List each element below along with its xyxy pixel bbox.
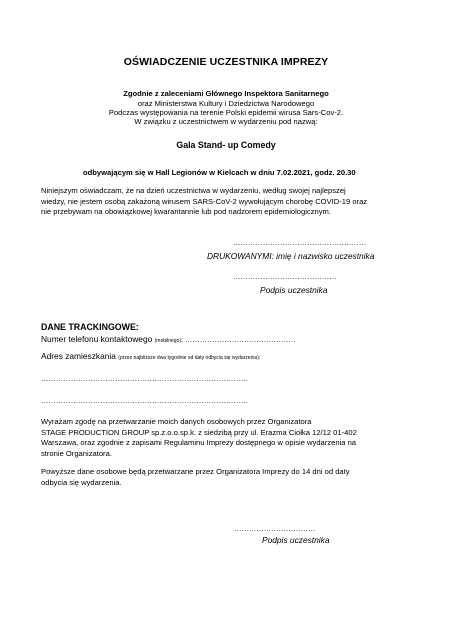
address-input-line-2[interactable]: ………………………………………………………………………… bbox=[41, 396, 249, 405]
declaration-paragraph bbox=[41, 186, 411, 218]
consent-line: stronie Organizatora. bbox=[41, 448, 112, 458]
consent-line: STAGE PRODUCTION GROUP sp.z.o.o.sp.k. z siedzibą przy ul. Erazma Ciołka 12/12 01-402 bbox=[41, 427, 357, 437]
signature-caption: Podpis uczestnika bbox=[260, 285, 328, 295]
header-line-3: Podczas występowania na terenie Polski epidemii wirusa Sars-Cov-2. bbox=[108, 108, 344, 117]
address-field[interactable] bbox=[41, 351, 260, 361]
final-signature-line: …………………………… bbox=[234, 524, 316, 533]
header-line-4: W związku z uczestnictwem w wydarzeniu pod nazwą: bbox=[134, 117, 318, 126]
address-label: Adres zamieszkania bbox=[41, 351, 116, 361]
name-signature-caption: DRUKOWANYMI: imię i nazwisko uczestnika bbox=[207, 251, 375, 261]
header-line-2: oraz Ministerstwa Kultury i Dziedzictwa Narodowego bbox=[137, 99, 315, 108]
retention-paragraph bbox=[41, 467, 411, 488]
phone-label: Numer telefonu kontaktowego bbox=[41, 334, 153, 344]
declaration-line: Niniejszym oświadczam, że na dzień uczestnictwa w wydarzeniu, według swojej najlepszej bbox=[41, 186, 346, 195]
declaration-line: nie przebywam na obowiązkowej kwarantannie lub pod nadzorem epidemiologicznym. bbox=[41, 207, 331, 217]
phone-note: (mobilnego) bbox=[154, 338, 182, 344]
tracking-heading: DANE TRACKINGOWE: bbox=[41, 322, 139, 332]
consent-paragraph bbox=[41, 417, 411, 459]
declaration-line: wiedzy, nie jestem osobą zakażoną wirusem SARS-CoV-2 wywołującym chorobę COVID-19 oraz bbox=[41, 196, 368, 206]
phone-field[interactable] bbox=[41, 334, 296, 344]
final-signature-caption: Podpis uczestnika bbox=[262, 535, 330, 545]
header-line-1: Zgodnie z zaleceniami Głównego Inspektora Sanitarnego bbox=[123, 89, 329, 98]
retention-line: odbycia się wydarzenia. bbox=[41, 477, 122, 487]
event-name: Gala Stand- up Comedy bbox=[176, 140, 276, 150]
document-title: OŚWIADCZENIE UCZESTNIKA IMPREZY bbox=[123, 56, 329, 68]
address-input-line-1[interactable]: ………………………………………………………………………… bbox=[41, 374, 249, 383]
signature-line: …………………………………… bbox=[233, 272, 337, 281]
phone-input-line[interactable]: : ……………………………………… bbox=[181, 335, 296, 344]
retention-line: Powyższe dane osobowe będą przetwarzane przez Organizatora Imprezy do 14 dni od daty bbox=[41, 467, 350, 476]
consent-line: Wyrażam zgodę na przetwarzanie moich danych osobowych przez Organizatora bbox=[41, 417, 312, 426]
address-note: (przez najbliższe dwa tygodnie od daty odbycia się wydarzenia): bbox=[118, 355, 261, 361]
name-signature-line: ……………………………………………… bbox=[233, 238, 367, 247]
venue-line: odbywającym się w Hall Legionów w Kielcach w dniu 7.02.2021, godz. 20.30 bbox=[83, 168, 356, 177]
consent-line: Warszawa, oraz zgodnie z zapisami Regulaminu Imprezy dostępnego w opisie wydarzenia na bbox=[41, 438, 357, 448]
